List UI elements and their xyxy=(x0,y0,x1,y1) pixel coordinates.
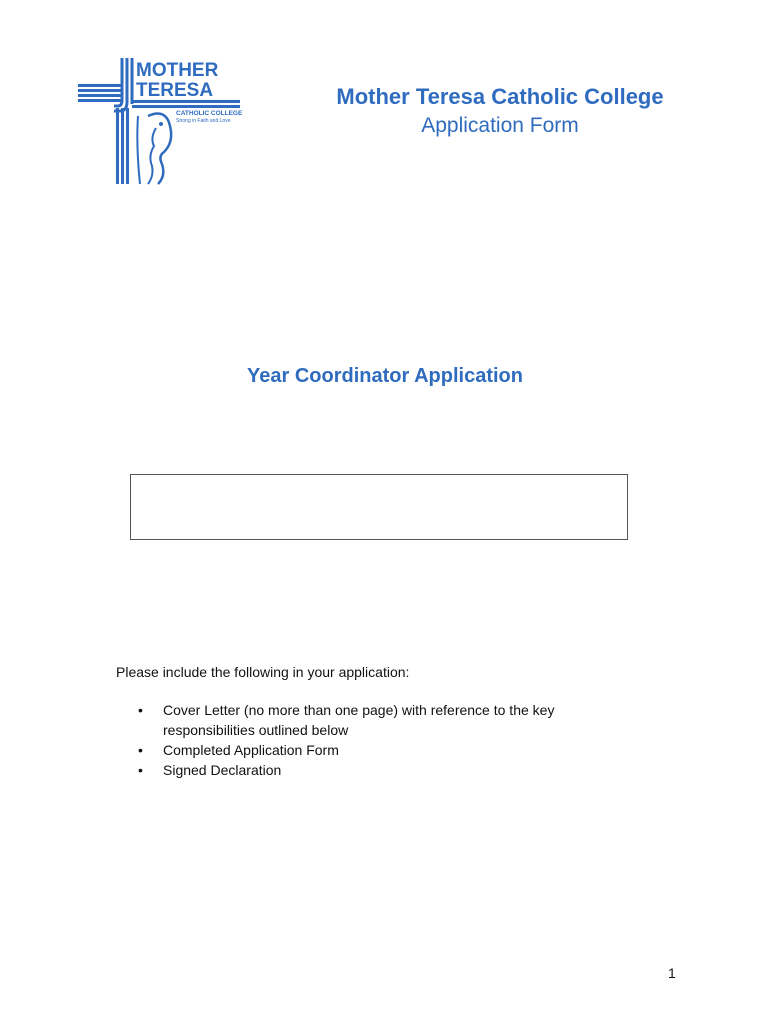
cross-logo-icon xyxy=(78,56,248,188)
requirements-list xyxy=(116,700,636,780)
svg-text:CATHOLIC COLLEGE: CATHOLIC COLLEGE xyxy=(176,110,243,117)
svg-text:MOTHER: MOTHER xyxy=(136,60,219,81)
form-type-title: Application Form xyxy=(421,114,579,137)
list-item: • Cover Letter (no more than one page) with reference to the key responsibilities outlined below xyxy=(116,700,636,740)
svg-text:Strong in Faith and Love: Strong in Faith and Love xyxy=(176,118,231,124)
list-item: • Signed Declaration xyxy=(116,760,636,780)
empty-bordered-box xyxy=(130,474,628,540)
requirements-intro: Please include the following in your application: xyxy=(116,664,410,680)
position-title: Year Coordinator Application xyxy=(247,365,523,387)
list-item: • Completed Application Form xyxy=(116,740,636,760)
college-logo xyxy=(78,56,248,188)
svg-text:TERESA: TERESA xyxy=(136,80,214,101)
college-name: Mother Teresa Catholic College xyxy=(336,84,664,109)
page-number: 1 xyxy=(668,965,676,981)
